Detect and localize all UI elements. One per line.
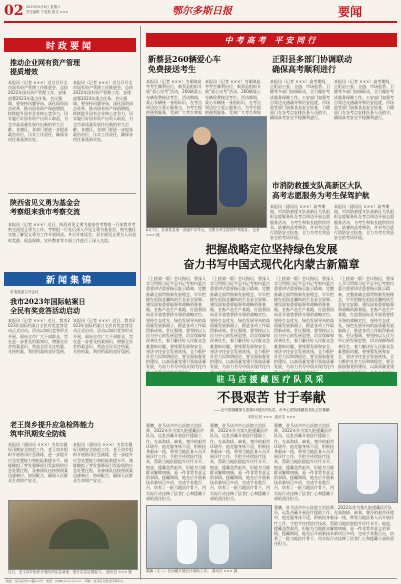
main-body-col4: （上接第一版）会议指出，要深入学习贯彻习近平总书记考察内蒙古重要讲话重要指示批示精神，完整准确全面贯彻新发展理念，牢牢把握在祖国北疆构筑生态安全屏障、建设国家重要能源和战略资源基地、农畜产品生产基地、打造我国向北开放重要桥头堡的战略定位，坚持生态优先、绿色发展导向的高质量发展新路子，推进各项工作取得新成效。会议强调，要坚持以人民为中心的发展思想，切实保障和改善民生，着力解决好人民群众急难愁盼问题。要统筹发展和安全，坚决守住安全发展底线，全力维护社会大局和谐稳定。要全面加强党的建设，以高质量党建 <box>338 276 394 370</box>
article5-body-col2: 本报讯（记者 ×××）为保障高考考生顺利出行，新蔡县组织开展“爱心送考”活动，260辆爱心车辆免费接送考生。活动期间，爱心车辆统一张贴标识，在考点周边设立爱心服务点，为考生提供便利服务，受到广大考生和家 <box>205 79 261 116</box>
article1-title: 推动企业网有资产管理 提质增效 <box>10 58 80 76</box>
article3-kicker: 市发改委召开会议 <box>10 290 39 294</box>
main-headline-line2: 奋力书写中国式现代化内蒙古新篇章 <box>183 258 360 271</box>
feature-body-col3: 董鹏，驻马店市中心医院主治医师，2022年作为第九批援藏医疗队员，远赴西藏开展医疗援助工作。在高海拔、缺氧、寒冷的艰苦环境中，他克服身体不适，积极投身临床一线，带领当地医务人员开展诊疗工作，手把手传授医疗技术，帮助当地医院提升诊疗水平。他说，援藏虽然艰苦，但能为当地群众解除病痛，是一件非常有意义的事情。援藏期间，他先后开展新技术新项目多项，完成手术数百台，培养了一批当地医疗骨干，用实际行动诠释了医者仁心和援藏干部的责任担当。 <box>274 423 334 501</box>
exam-band: 中考高考 平安同行 <box>146 33 397 47</box>
article7-title: 市消防救援支队高新区大队 高考志愿服务为考生保驾护航 <box>272 181 370 200</box>
article3-body-col1: 本报讯（记者 ×××）近日，我市2023年国际档案日全民有奖竞答活动正式启动。活动以知识竞答形式开展，面向全市广大干部群众，旨在进一步普及档案知识，增强全社会档案意识，营造全民关注档案、支持档案、利用档案的良好氛围。 <box>8 318 70 355</box>
feature-photo-right <box>338 423 398 503</box>
article3-title: 我市2023年国际帖案日 全民有奖竞答活动启动 <box>10 297 86 315</box>
center-photo-caption: 6月7日，在新蔡县第一高级中学考点，交警为考生提供护考服务。 记者 ××× 摄 <box>146 228 261 237</box>
main-body-col2: （上接第一版）会议指出，要深入学习贯彻习近平总书记考察内蒙古重要讲话重要指示批示精神，完整准确全面贯彻新发展理念，牢牢把握在祖国北疆构筑生态安全屏障、建设国家重要能源和战略资源基地、农畜产品生产基地、打造我国向北开放重要桥头堡的战略定位，坚持生态优先、绿色发展导向的高质量发展新路子，推进各项工作取得新成效。会议强调，要坚持以人民为中心的发展思想，切实保障和改善民生，着力解决好人民群众急难愁盼问题。要统筹发展和安全，坚决守住安全发展底线，全力维护社会大局和谐稳定。要全面加强党的建设，以高质量党建引领高质量发展，为奋力书写中国式现代化内 <box>210 276 270 370</box>
page-number: 02 <box>4 3 24 19</box>
feature-body-col1: 董鹏，驻马店市中心医院主治医师，2022年作为第九批援藏医疗队员，远赴西藏开展医疗援助工作。在高海拔、缺氧、寒冷的艰苦环境中，他克服身体不适，积极投身临床一线，带领当地医务人员开展诊疗工作，手把手传授医疗技术，帮助当地医院提升诊疗水平。他说，援藏虽然艰苦，但能为当地群众解除病痛，是一件非常有意义的事情。援藏期间，他先后开展新技术新项目多项，完成手术数百台，培养了一批当地医疗骨干，用实际行动诠释了医者仁心和援藏干部的责任担当。 <box>146 423 206 501</box>
article5-title: 新蔡县260辆爱心车 免费接送考生 <box>148 54 221 74</box>
main-body-col1: （上接第一版）会议指出，要深入学习贯彻习近平总书记考察内蒙古重要讲话重要指示批示精神，完整准确全面贯彻新发展理念，牢牢把握在祖国北疆构筑生态安全屏障、建设国家重要能源和战略资源基地、农畜产品生产基地、打造我国向北开放重要桥头堡的战略定位，坚持生态优先、绿色发展导向的高质量发展新路子，推进各项工作取得新成效。会议强调，要坚持以人民为中心的发展思想，切实保障和改善民生，着力解决好人民群众急难愁盼问题。要统筹发展和安全，坚决守住安全发展底线，全力维护社会大局和谐稳定。要全面加强党的建设，以高质量党建引领高质量发展，为奋力书写中国式现代化内 <box>146 276 206 370</box>
main-headline-line1: 把握战略定位坚持绿色发展 <box>205 243 338 256</box>
article4-title: 老王岗乡提升应急检阵能力 筑牢汛期安全防线 <box>10 420 94 438</box>
left-photo-caption: 近日，老王岗乡组织开展防汛应急演练，提升应急处置能力。 通讯员 ××× 摄 <box>8 570 132 574</box>
article6-body-col2: 本报讯（记者 ×××）高考期间，正阳县公安、交通、市场监管、卫健等多部门协调联动，全力做好考试服务保障工作。公安部门加强考点周边交通疏导和治安巡逻，市场监管部门加强食品安全检查，卫健部门在各考点安排医务人员值守，确保高考安全平稳顺利进行。 <box>334 79 394 121</box>
article7-body-col1: 本报讯（通讯员 ×××）高考期间，市消防救援支队高新区大队组织志愿服务队在考点周边开展志愿服务活动，为考生和家长提供饮用水、防暑药品等物资，并对考点进行消防安全检查，全力为考生营造安全的考试环境。 <box>270 204 330 241</box>
feature-byline: 本报记者 ××× 通讯员 ××× <box>247 415 296 419</box>
masthead-rule <box>4 21 397 23</box>
article6-body-col1: 本报讯（记者 ×××）高考期间，正阳县公安、交通、市场监管、卫健等多部门协调联动，全力做好考试服务保障工作。公安部门加强考点周边交通疏导和治安巡逻，市场监管部门加强食品安全检查，卫健部门在各考点安排医务人员值守，确保高考安全平稳顺利进行。 <box>270 79 330 121</box>
article1-body-col1: 本报讯（记者 ×××）近日召开全市国有资产管理工作推进会，总结2022年国有资产管理工作，安排部署2023年重点任务。会议强调，要坚持问题导向，深化国资国企改革，推动国有资产保值增值，持续提升国有企业核心竞争力，切实履行好国有资产出资人职责，为全市高质量发展作出新的更大贡献。各旗区、各部门要进一步提高政治站位，压实工作责任，确保各项任务落到实处。 <box>8 80 68 143</box>
article1-body-col2: 本报讯（记者 ×××）近日召开全市国有资产管理工作推进会，总结2022年国有资产管理工作，安排部署2023年重点任务。会议强调，要坚持问题导向，深化国资国企改革，推动国有资产保值增值，持续提升国有企业核心竞争力，切实履行好国有资产出资人职责，为全市高质量发展作出新的更大贡献。各旗区、各部门要进一步提高政治站位，压实工作责任，确保各项任务落到实处。 <box>73 80 133 143</box>
masthead-meta: 2023年5月6日 星期六 责任编辑 于春燕 版式 ××× <box>26 5 69 14</box>
feature-body-col2: 董鹏，驻马店市中心医院主治医师，2022年作为第九批援藏医疗队员，远赴西藏开展医疗援助工作。在高海拔、缺氧、寒冷的艰苦环境中，他克服身体不适，积极投身临床一线，带领当地医务人员开展诊疗工作，手把手传授医疗技术，帮助当地医院提升诊疗水平。他说，援藏虽然艰苦，但能为当地群众解除病痛，是一件非常有意义的事情。援藏期间，他先后开展新技术新项目多项，完成手术数百台，培养了一批当地医疗骨干，用实际行动诠释了医者仁心和援藏干部的责任担当。 <box>210 423 270 501</box>
feature-photo-caption: 董鹏（左二）在西藏开展医疗援助工作。 通讯员 ××× 摄 <box>146 569 238 573</box>
left-photo <box>8 500 138 570</box>
article3-body-col2: 本报讯（记者 ×××）近日，我市2023年国际档案日全民有奖竞答活动正式启动。活动以知识竞答形式开展，面向全市广大干部群众，旨在进一步普及档案知识，增强全社会档案意识，营造全民关注档案、支持档案、利用档案的良好氛围。 <box>73 318 135 355</box>
section-label: 要闻 <box>338 5 363 19</box>
politics-band: 时政要闻 <box>4 38 136 52</box>
article4-body-col1: 本报讯（通讯员 ×××）为切实做好汛期安全防范工作，老王岗乡组织开展防汛应急演练，进一步提升应急处置能力和抢险救援水平。演练模拟了突发强降雨引发险情的应急处置过程，各参演队伍按照预案迅速响应、协同配合，确保人民群众生命财产安全。 <box>8 442 68 484</box>
divider <box>8 193 136 194</box>
article2-title: 陕西省见义勇为基金会 考察组来我市考察交流 <box>10 198 80 216</box>
article7-body-col2: 本报讯（通讯员 ×××）高考期间，市消防救援支队高新区大队组织志愿服务队在考点周边开展志愿服务活动，为考生和家长提供饮用水、防暑药品等物资，并对考点进行消防安全检查，全力为考生营造安全的考试环境。 <box>334 204 394 241</box>
center-photo <box>146 116 267 228</box>
footer-text: 地址：驻马店市××路××号 电话：0396-××××××× 印刷：驻马店日报社印务中心 <box>6 579 124 583</box>
feature-subtitle: ——记中国援藏第九批第23批医疗队员、市中心医院援藏技术队主任董鹏 <box>213 408 330 412</box>
article4-body-col2: 本报讯（通讯员 ×××）为切实做好汛期安全防范工作，老王岗乡组织开展防汛应急演练，进一步提升应急处置能力和抢险救援水平。演练模拟了突发强降雨引发险情的应急处置过程，各参演队伍按照预案迅速响应、协同配合，确保人民群众生命财产安全。 <box>73 442 133 484</box>
paper-name-logo: 鄂尔多斯日报 <box>172 6 232 17</box>
news-band: 新闻集锦 <box>4 272 136 286</box>
article5-body-col1: 本报讯（记者 ×××）为保障高考考生顺利出行，新蔡县组织开展“爱心送考”活动，260辆爱心车辆免费接送考生。活动期间，爱心车辆统一张贴标识，在考点周边设立爱心服务点，为考生提供便利服务，受到广大考生和家 <box>146 79 202 116</box>
main-body-col3: （上接第一版）会议指出，要深入学习贯彻习近平总书记考察内蒙古重要讲话重要指示批示精神，完整准确全面贯彻新发展理念，牢牢把握在祖国北疆构筑生态安全屏障、建设国家重要能源和战略资源基地、农畜产品生产基地、打造我国向北开放重要桥头堡的战略定位，坚持生态优先、绿色发展导向的高质量发展新路子，推进各项工作取得新成效。会议强调，要坚持以人民为中心的发展思想，切实保障和改善民生，着力解决好人民群众急难愁盼问题。要统筹发展和安全，坚决守住安全发展底线，全力维护社会大局和谐稳定。要全面加强党的建设，以高质量党建引领高质量发展，为奋力书写中国式现代化内 <box>274 276 334 370</box>
feature-title: 不畏艰苦 甘于奉献 <box>217 391 326 406</box>
column-divider <box>140 26 141 580</box>
feature-photo <box>146 505 272 569</box>
feature-body-col4: 董鹏，驻马店市中心医院主治医师，2022年作为第九批援藏医疗队员，远赴西藏开展医疗援助工作。在高海拔、缺氧、寒冷的艰苦环境中，他克服身体不适，积极投身临床一线，带领当地医务人员开展诊疗工作，手把手传授医疗技术，帮助当地医院提升诊疗水平。他说，援藏虽然艰苦，但能为当地群众解除病痛，是一件非常有意义的事情。援藏期间，他先后开展新技术新项目多项，完成手术数百台，培养了一批当地医疗骨干，用实际行动诠释了医者仁心和援藏干部的责任担当。 <box>274 505 394 547</box>
feature-band: 驻马店援藏医疗队风采 <box>146 372 397 386</box>
article6-title: 正阳县多部门协调联动 确保高考顺利进行 <box>272 54 352 74</box>
article2-body: 本报讯（记者 ×××）近日，陕西省见义勇为基金会考察组一行来我市考察交流见义勇为工作。考察组一行先后深入市见义勇为基金会、相关旗区实地了解见义勇为工作开展情况，并召开座谈会。双方就见义勇为人员表彰奖励、权益保障、宣传教育等方面工作进行了深入交流。 <box>8 222 136 243</box>
